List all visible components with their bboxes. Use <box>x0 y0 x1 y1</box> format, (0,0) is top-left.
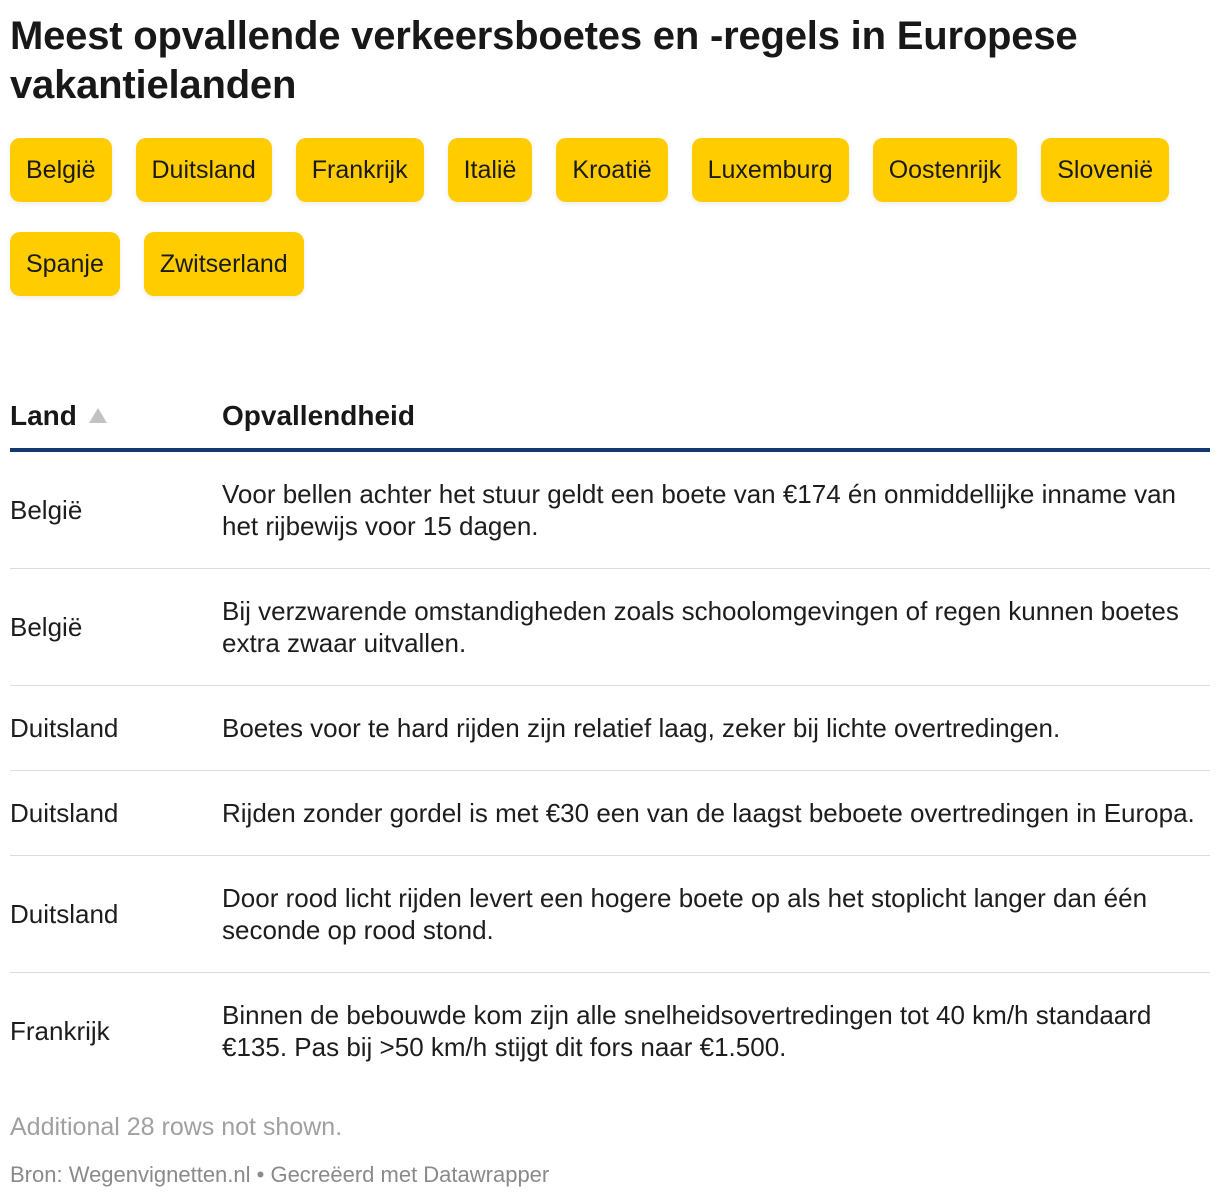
column-header-opvallendheid-label: Opvallendheid <box>222 400 415 431</box>
filter-button-slovenie[interactable]: Slovenië <box>1041 138 1169 202</box>
country-filter-buttons <box>10 138 1210 296</box>
column-header-land-label: Land <box>10 400 77 431</box>
page-title: Meest opvallende verkeersboetes en -regels in Europese vakantielanden <box>10 14 1078 107</box>
table-row <box>10 686 1210 771</box>
column-header-land[interactable] <box>10 400 222 450</box>
filter-button-kroatie[interactable]: Kroatië <box>556 138 667 202</box>
cell-opvallendheid: Binnen de bebouwde kom zijn alle snelheidsovertredingen tot 40 km/h standaard €135. Pas bij >50 km/h stijgt dit fors naar €1.500. <box>222 1000 1152 1062</box>
column-header-opvallendheid[interactable] <box>222 400 1210 450</box>
filter-button-italie[interactable]: Italië <box>448 138 533 202</box>
table-row <box>10 569 1210 686</box>
rows-not-shown-note: Additional 28 rows not shown. <box>10 1113 343 1141</box>
filter-button-spanje[interactable]: Spanje <box>10 232 120 296</box>
data-table <box>10 400 1210 1089</box>
cell-land: België <box>10 569 222 686</box>
filter-button-frankrijk[interactable]: Frankrijk <box>296 138 424 202</box>
sort-ascending-icon <box>89 408 107 423</box>
chart-container <box>10 12 1210 1142</box>
cell-opvallendheid: Boetes voor te hard rijden zijn relatief laag, zeker bij lichte overtredingen. <box>222 686 1210 771</box>
table-row <box>10 973 1210 1090</box>
cell-land: Duitsland <box>10 686 222 771</box>
cell-land: Duitsland <box>10 771 222 856</box>
cell-land: België <box>10 450 222 569</box>
filter-button-oostenrijk[interactable]: Oostenrijk <box>873 138 1018 202</box>
filter-button-belgie[interactable]: België <box>10 138 112 202</box>
table-row <box>10 856 1210 973</box>
cell-land: Duitsland <box>10 856 222 973</box>
filter-button-duitsland[interactable]: Duitsland <box>136 138 272 202</box>
filter-button-zwitserland[interactable]: Zwitserland <box>144 232 304 296</box>
filter-button-luxemburg[interactable]: Luxemburg <box>692 138 849 202</box>
cell-opvallendheid: Door rood licht rijden levert een hogere boete op als het stoplicht langer dan één seconde op rood stond. <box>222 856 1210 973</box>
cell-opvallendheid: Rijden zonder gordel is met €30 een van de laagst beboete overtredingen in Europa. <box>222 771 1210 856</box>
cell-opvallendheid: Voor bellen achter het stuur geldt een boete van €174 én onmiddellijke inname van het rijbewijs voor 15 dagen. <box>222 450 1210 569</box>
cell-land: Frankrijk <box>10 1016 110 1046</box>
table-header-row <box>10 400 1210 450</box>
table-row <box>10 771 1210 856</box>
source-footer: Bron: Wegenvignetten.nl • Gecreëerd met Datawrapper <box>10 1162 550 1187</box>
table-row <box>10 450 1210 569</box>
cell-opvallendheid: Bij verzwarende omstandigheden zoals schoolomgevingen of regen kunnen boetes extra zwaar uitvallen. <box>222 569 1210 686</box>
